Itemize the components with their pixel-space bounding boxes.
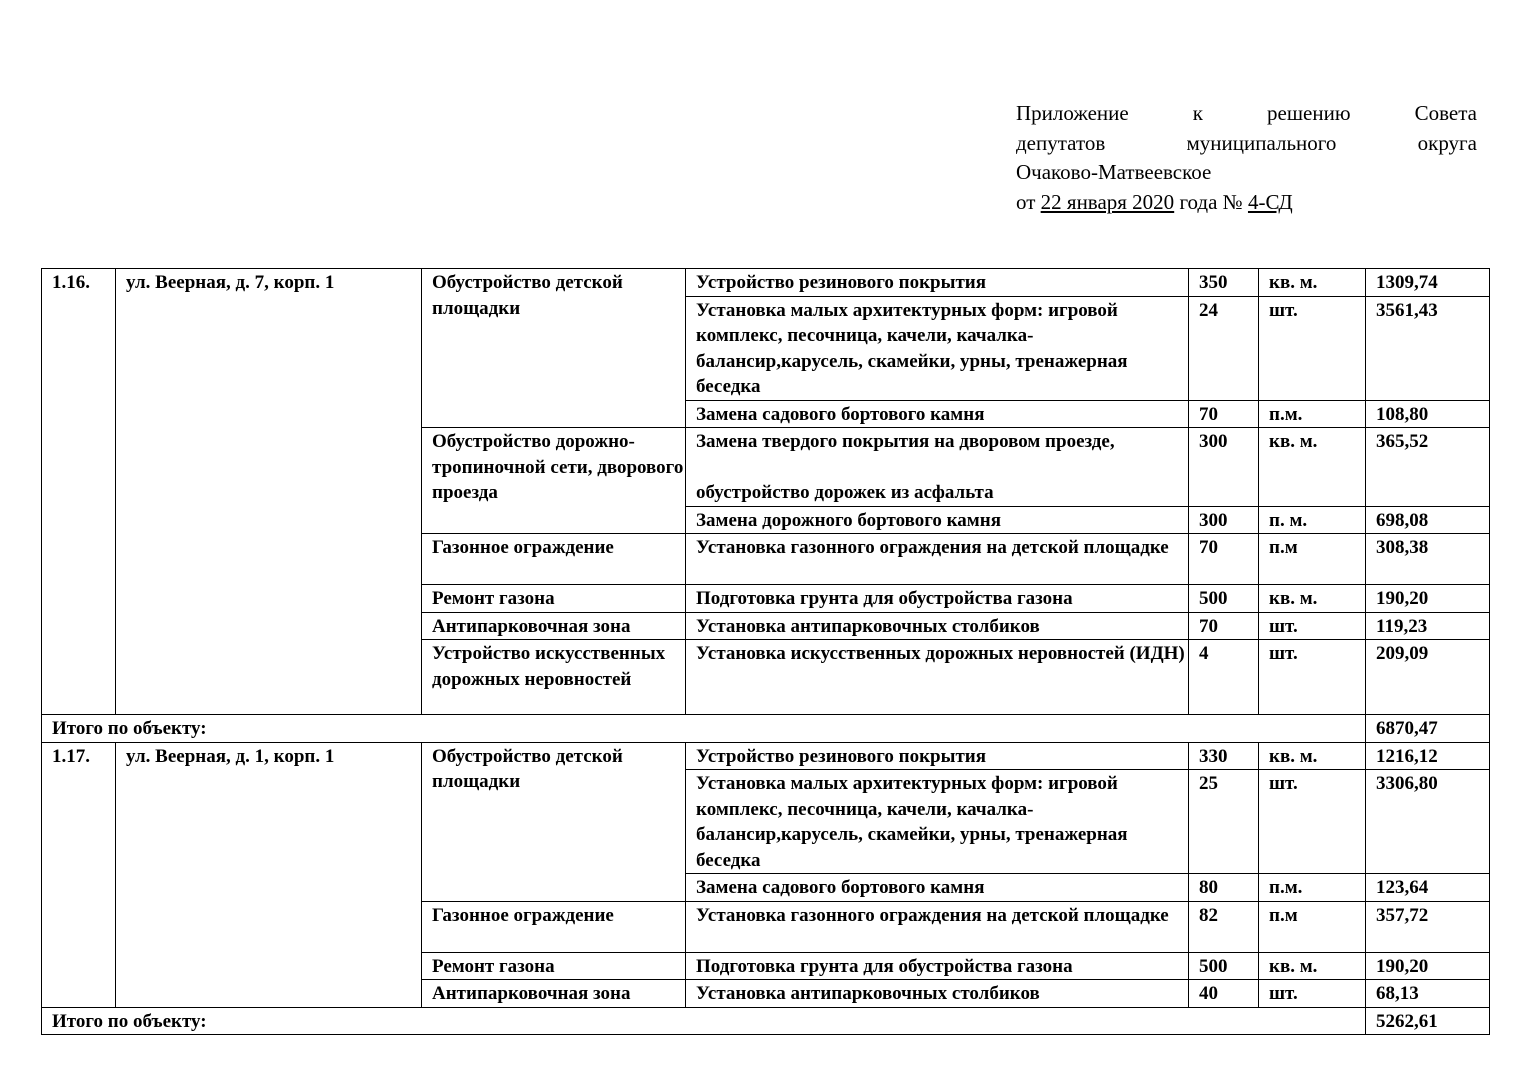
header-line-1: [1016, 99, 1477, 129]
work-cost: 357,72: [1366, 901, 1490, 952]
header-from: от: [1016, 189, 1036, 214]
work-unit: п.м: [1259, 534, 1366, 585]
work-quantity: 70: [1189, 612, 1259, 640]
work-quantity: 300: [1189, 428, 1259, 507]
object-address: ул. Веерная, д. 7, корп. 1: [116, 269, 422, 715]
work-cost: 190,20: [1366, 952, 1490, 980]
work-category: Ремонт газона: [422, 585, 686, 613]
work-quantity: 4: [1189, 640, 1259, 715]
work-quantity: 24: [1189, 296, 1259, 400]
work-description: [686, 428, 1189, 507]
work-description: Устройство резинового покрытия: [686, 742, 1189, 770]
work-category: Обустройство детской площадки: [422, 742, 686, 901]
work-description: Установка антипарковочных столбиков: [686, 612, 1189, 640]
work-unit: шт.: [1259, 640, 1366, 715]
decision-date: 22 января 2020: [1040, 189, 1175, 214]
total-label: Итого по объекту:: [42, 715, 1366, 743]
work-unit: кв. м.: [1259, 269, 1366, 297]
work-description: Установка газонного ограждения на детской площадке: [686, 534, 1189, 585]
work-quantity: 70: [1189, 400, 1259, 428]
header-word: муниципального: [1186, 130, 1337, 155]
total-value: 6870,47: [1366, 715, 1490, 743]
work-unit: шт.: [1259, 980, 1366, 1008]
work-cost: 68,13: [1366, 980, 1490, 1008]
work-description: Установка искусственных дорожных неровностей (ИДН): [686, 640, 1189, 715]
object-number: 1.17.: [42, 742, 116, 1007]
work-category: Газонное ограждение: [422, 534, 686, 585]
appendix-header: [1016, 99, 1477, 217]
work-description: Установка антипарковочных столбиков: [686, 980, 1189, 1008]
work-description: Подготовка грунта для обустройства газона: [686, 585, 1189, 613]
work-unit: п.м: [1259, 901, 1366, 952]
header-word: Приложение: [1016, 101, 1129, 125]
work-quantity: 350: [1189, 269, 1259, 297]
header-word: к: [1192, 101, 1203, 125]
header-number-label: года №: [1179, 189, 1243, 214]
work-quantity: 500: [1189, 585, 1259, 613]
work-cost: 3561,43: [1366, 296, 1490, 400]
header-word: решению: [1267, 101, 1351, 125]
work-cost: 3306,80: [1366, 770, 1490, 874]
work-description: Замена садового бортового камня: [686, 874, 1189, 902]
work-category: Антипарковочная зона: [422, 612, 686, 640]
work-cost: 308,38: [1366, 534, 1490, 585]
work-unit: шт.: [1259, 296, 1366, 400]
work-quantity: 40: [1189, 980, 1259, 1008]
work-cost: 365,52: [1366, 428, 1490, 507]
header-line-3: [1016, 158, 1477, 188]
work-quantity: 82: [1189, 901, 1259, 952]
header-line-4: [1016, 188, 1477, 218]
work-unit: кв. м.: [1259, 428, 1366, 507]
work-category: Ремонт газона: [422, 952, 686, 980]
work-unit: п.м.: [1259, 874, 1366, 902]
works-table: [41, 268, 1490, 1035]
work-description: Замена дорожного бортового камня: [686, 506, 1189, 534]
work-category: Антипарковочная зона: [422, 980, 686, 1008]
header-word: округа: [1417, 130, 1477, 155]
work-description: Подготовка грунта для обустройства газона: [686, 952, 1189, 980]
work-quantity: 70: [1189, 534, 1259, 585]
work-category: Газонное ограждение: [422, 901, 686, 952]
work-quantity: 300: [1189, 506, 1259, 534]
work-unit: кв. м.: [1259, 742, 1366, 770]
work-quantity: 330: [1189, 742, 1259, 770]
work-description-line: Замена твердого покрытия на дворовом проезде,: [696, 431, 1115, 452]
total-value: 5262,61: [1366, 1007, 1490, 1035]
work-unit: кв. м.: [1259, 585, 1366, 613]
work-description: Устройство резинового покрытия: [686, 269, 1189, 297]
header-district: Очаково-Матвеевское: [1016, 160, 1212, 184]
work-unit: шт.: [1259, 770, 1366, 874]
table-row: [42, 742, 1490, 770]
work-cost: 108,80: [1366, 400, 1490, 428]
work-quantity: 500: [1189, 952, 1259, 980]
work-cost: 698,08: [1366, 506, 1490, 534]
work-unit: шт.: [1259, 612, 1366, 640]
work-cost: 119,23: [1366, 612, 1490, 640]
total-label: Итого по объекту:: [42, 1007, 1366, 1035]
work-unit: п. м.: [1259, 506, 1366, 534]
work-category: Обустройство дорожно-тропиночной сети, дворового проезда: [422, 428, 686, 534]
work-quantity: 25: [1189, 770, 1259, 874]
work-description-line: обустройство дорожек из асфальта: [696, 482, 994, 503]
work-cost: 1216,12: [1366, 742, 1490, 770]
work-category: Устройство искусственных дорожных неровностей: [422, 640, 686, 715]
header-word: депутатов: [1016, 130, 1106, 155]
work-cost: 1309,74: [1366, 269, 1490, 297]
work-description: Установка газонного ограждения на детской площадке: [686, 901, 1189, 952]
work-cost: 123,64: [1366, 874, 1490, 902]
object-address: ул. Веерная, д. 1, корп. 1: [116, 742, 422, 1007]
work-description: Замена садового бортового камня: [686, 400, 1189, 428]
table-row: [42, 269, 1490, 297]
work-category: Обустройство детской площадки: [422, 269, 686, 428]
work-unit: п.м.: [1259, 400, 1366, 428]
total-row: [42, 715, 1490, 743]
decision-number: 4-СД: [1247, 189, 1293, 214]
work-description: Установка малых архитектурных форм: игровой комплекс, песочница, качели, качалка-балансир,карусель, скамейки, урны, тренажерная беседка: [686, 770, 1189, 874]
work-quantity: 80: [1189, 874, 1259, 902]
object-number: 1.16.: [42, 269, 116, 715]
work-description: Установка малых архитектурных форм: игровой комплекс, песочница, качели, качалка-балансир,карусель, скамейки, урны, тренажерная беседка: [686, 296, 1189, 400]
work-cost: 209,09: [1366, 640, 1490, 715]
work-unit: кв. м.: [1259, 952, 1366, 980]
header-word: Совета: [1414, 101, 1477, 125]
header-line-2: [1016, 129, 1477, 159]
total-row: [42, 1007, 1490, 1035]
work-cost: 190,20: [1366, 585, 1490, 613]
